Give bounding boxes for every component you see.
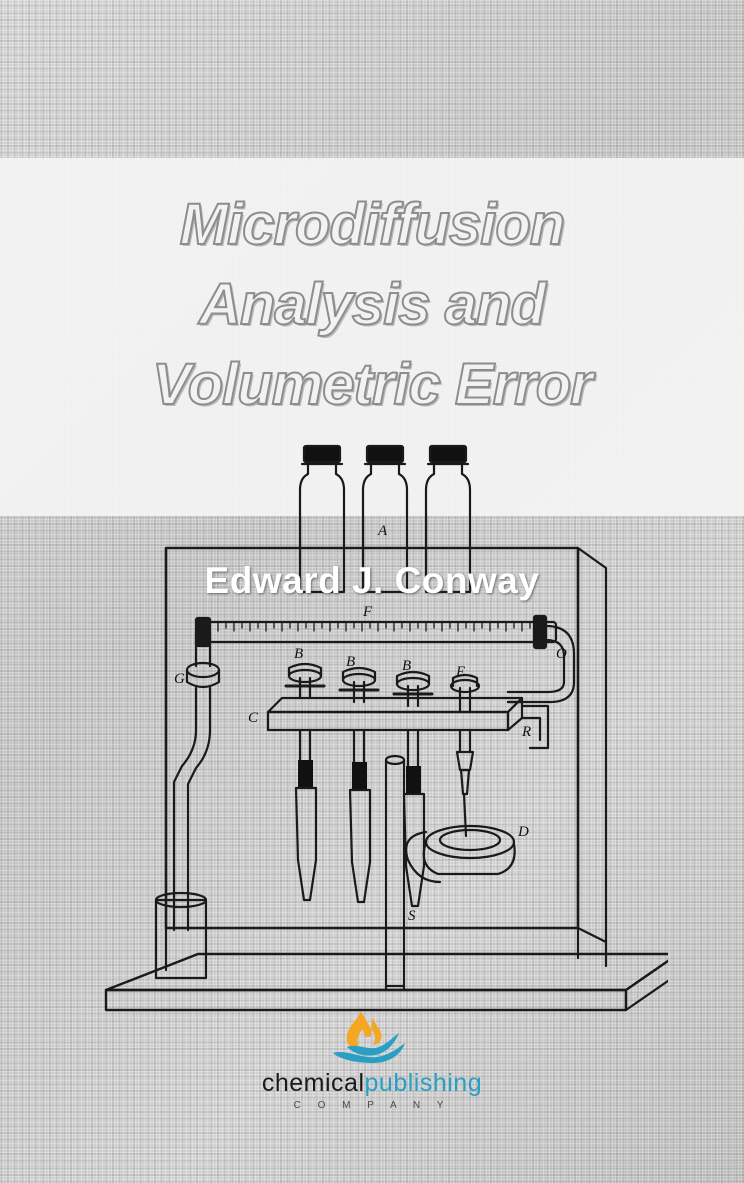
svg-text:B: B [402, 658, 412, 674]
svg-text:B: B [294, 646, 304, 662]
tap-B3 [394, 672, 432, 906]
svg-text:S: S [408, 908, 416, 924]
publisher-company-word: C O M P A N Y [293, 1100, 451, 1111]
svg-text:B: B [346, 654, 356, 670]
title-line-1: Microdiffusion [179, 192, 565, 257]
svg-text:C: C [248, 710, 259, 726]
book-title [0, 185, 744, 425]
svg-text:A: A [378, 523, 388, 539]
svg-text:E: E [456, 664, 466, 680]
publisher-logo [0, 1005, 744, 1111]
apparatus-illustration [78, 430, 668, 1070]
svg-text:D: D [518, 824, 529, 840]
flame-wave-icon [317, 1005, 427, 1065]
tap-B2 [340, 668, 378, 902]
delivery-E [451, 675, 479, 836]
svg-text:O: O [556, 646, 567, 662]
title-line-2: Analysis and [199, 272, 545, 337]
svg-text:G: G [174, 671, 185, 687]
publisher-name-part2: publishing [364, 1069, 483, 1097]
title-line-3: Volumetric Error [152, 352, 592, 417]
publisher-name-part1: chemical [261, 1069, 365, 1097]
burette-F [196, 616, 556, 648]
svg-text:F: F [363, 604, 373, 620]
publisher-name [0, 1069, 744, 1098]
author-name: Edward J. Conway [204, 560, 540, 601]
tap-B1 [286, 664, 324, 900]
svg-text:R: R [522, 724, 532, 740]
